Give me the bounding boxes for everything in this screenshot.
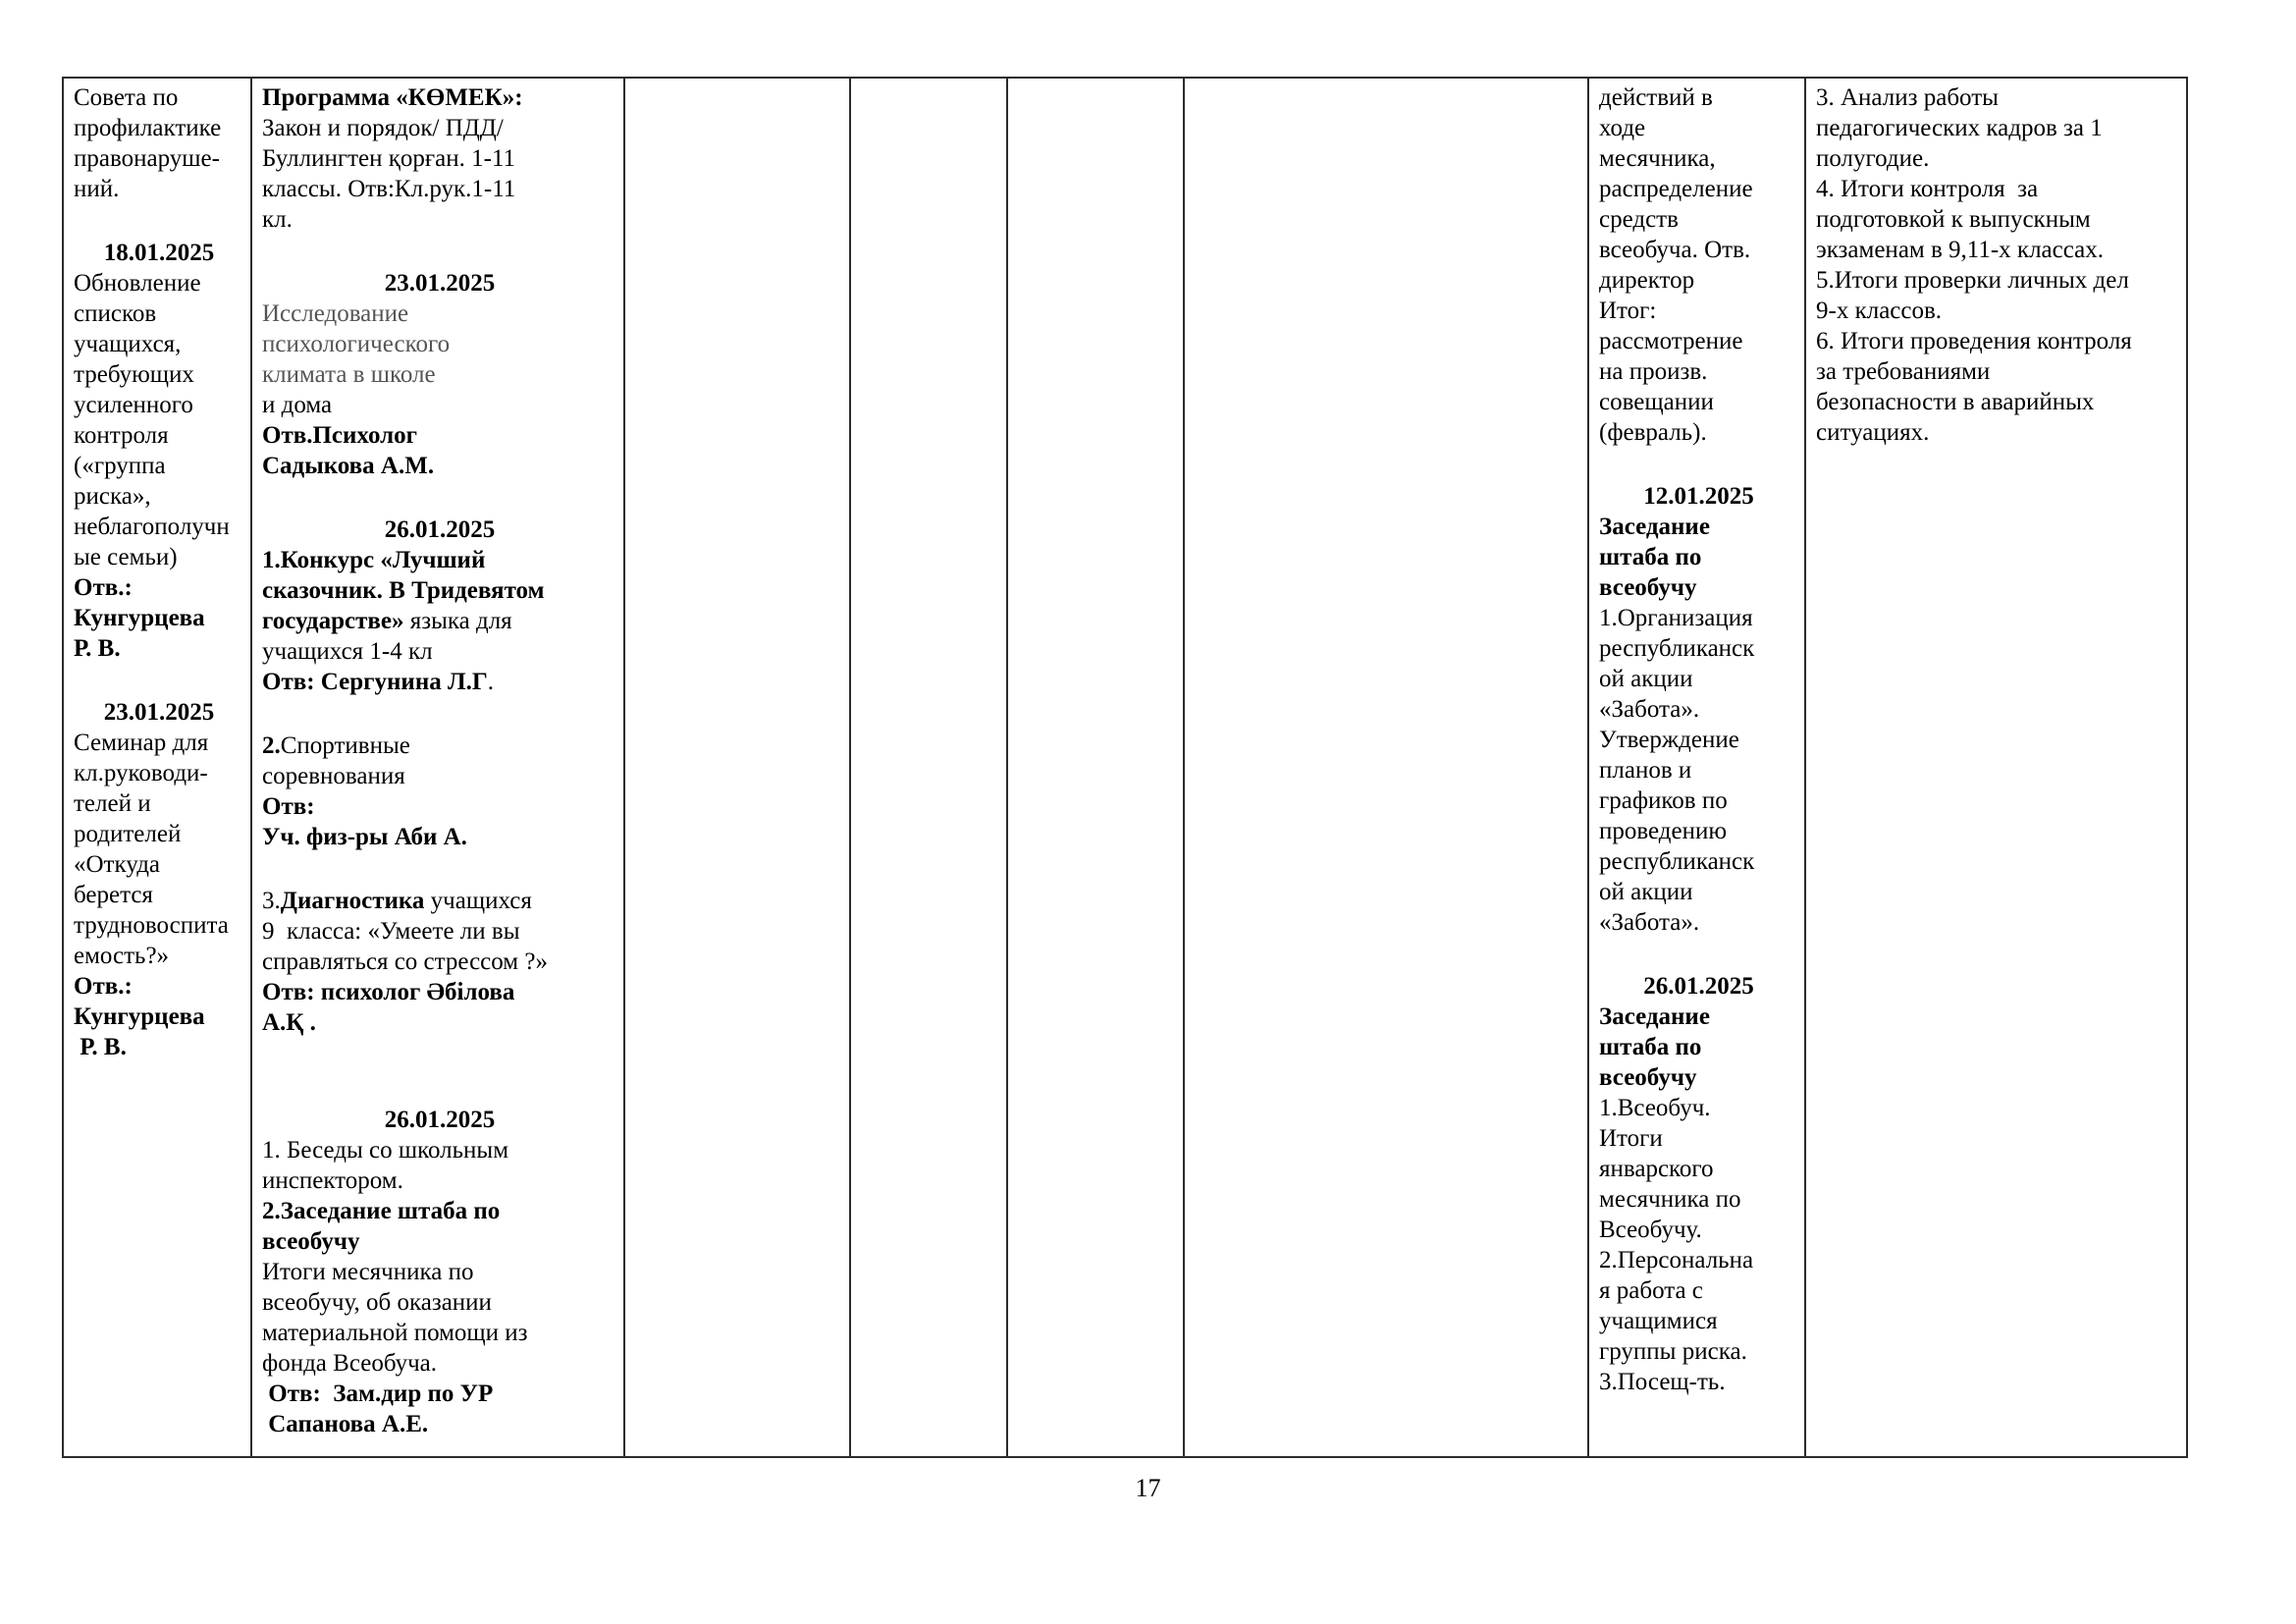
text-run: республиканск: [1599, 635, 1755, 662]
table-cell-4: [851, 79, 1008, 1456]
text-run: Исследование: [262, 300, 409, 327]
text-run: действий в: [1599, 84, 1713, 111]
paragraph: [1599, 1093, 1798, 1245]
text-run: 23.01.2025: [103, 699, 215, 726]
text-run: учащихся 1-4 кл: [262, 638, 433, 665]
table-cell-7: [1589, 79, 1806, 1456]
text-run: «Забота».: [1599, 909, 1700, 936]
paragraph: [1816, 174, 2180, 265]
text-run: 1. Беседы со школьным: [262, 1137, 509, 1164]
text-run: языка для: [403, 608, 512, 634]
text-run: педагогических кадров за 1: [1816, 115, 2103, 141]
blank-line: [262, 481, 617, 514]
text-run: .: [487, 669, 495, 695]
text-run: риска»,: [74, 483, 151, 510]
text-run: классы. Отв:Кл.рук.1-11: [262, 176, 516, 202]
text-run: Итоги: [1599, 1125, 1663, 1152]
text-run: ходе: [1599, 115, 1646, 141]
text-run: контроля: [74, 422, 169, 449]
date-heading: [262, 1105, 617, 1135]
text-run: климата в школе: [262, 361, 436, 388]
text-run: 1.Конкурс «Лучший: [262, 547, 486, 573]
text-run: профилактике: [74, 115, 222, 141]
table-cell-6: [1185, 79, 1589, 1456]
text-run: кл.: [262, 206, 293, 233]
text-run: республиканск: [1599, 848, 1755, 875]
text-run: психологического: [262, 331, 451, 357]
paragraph: [74, 971, 244, 1062]
date-heading: [262, 268, 617, 298]
text-run: всеобучу, об оказании: [262, 1289, 492, 1316]
paragraph: [262, 1257, 617, 1379]
date-heading: [1599, 971, 1798, 1001]
text-run: Итог:: [1599, 298, 1657, 324]
text-run: 6. Итоги проведения контроля: [1816, 328, 2132, 354]
paragraph: [1599, 512, 1798, 603]
text-run: берется: [74, 882, 153, 908]
text-run: учащихся,: [74, 331, 182, 357]
paragraph: [1816, 265, 2180, 326]
text-run: совещании: [1599, 389, 1714, 415]
blank-line: [262, 852, 617, 886]
text-run: всеобуча. Отв.: [1599, 237, 1751, 263]
text-run: Отв:: [262, 793, 315, 820]
text-run: графиков по: [1599, 787, 1728, 814]
paragraph: [1816, 326, 2180, 448]
date-heading: [1599, 481, 1798, 512]
schedule-table: [62, 77, 2188, 1458]
paragraph: [1599, 1367, 1798, 1397]
page-number: 17: [1135, 1474, 1161, 1502]
text-run: подготовкой к выпускным: [1816, 206, 2091, 233]
blank-line: [262, 697, 617, 731]
text-run: А.Қ .: [262, 1009, 316, 1036]
text-run: 9 класса: «Умеете ли вы: [262, 918, 520, 945]
text-run: ситуациях.: [1816, 419, 1930, 446]
text-run: ые семьи): [74, 544, 178, 570]
text-run: неблагополучн: [74, 514, 230, 540]
text-run: экзаменам в 9,11-х классах.: [1816, 237, 2104, 263]
text-run: сказочник. В Тридевятом: [262, 577, 545, 604]
date-heading: [74, 697, 244, 728]
text-run: Отв.:: [74, 973, 133, 1000]
text-run: фонда Всеобуча.: [262, 1350, 438, 1377]
paragraph: [262, 113, 617, 235]
paragraph: [262, 977, 617, 1038]
text-run: трудновоспита: [74, 912, 229, 939]
text-run: (февраль).: [1599, 419, 1707, 446]
text-run: и дома: [262, 392, 333, 418]
paragraph: [262, 1135, 617, 1196]
text-run: 2.: [262, 732, 281, 759]
text-run: Закон и порядок/ ПДД/: [262, 115, 504, 141]
text-run: Отв: Сергунина Л.Г: [262, 669, 488, 695]
paragraph: [74, 82, 244, 204]
blank-line: [1599, 448, 1798, 481]
blank-line: [262, 235, 617, 268]
text-run: рассмотрение: [1599, 328, 1743, 354]
text-run: Утверждение: [1599, 727, 1739, 753]
text-run: Кунгурцева: [74, 1003, 205, 1030]
text-run: 26.01.2025: [384, 516, 496, 543]
paragraph: [262, 731, 617, 791]
text-run: месячника по: [1599, 1186, 1741, 1213]
paragraph: [262, 1379, 617, 1439]
text-run: Диагностика: [280, 888, 425, 914]
text-run: Буллингтен қорған. 1-11: [262, 145, 516, 172]
paragraph: [1599, 603, 1798, 938]
text-run: я работа с: [1599, 1277, 1703, 1304]
text-run: Обновление: [74, 270, 201, 297]
text-run: январского: [1599, 1156, 1714, 1182]
blank-line: [262, 1071, 617, 1105]
paragraph: [262, 886, 617, 977]
text-run: Программа «КӨМЕК»:: [262, 84, 523, 111]
paragraph: [1599, 296, 1798, 448]
paragraph: [1816, 82, 2180, 174]
text-run: 12.01.2025: [1643, 483, 1754, 510]
text-run: родителей: [74, 821, 182, 847]
text-run: ой акции: [1599, 666, 1693, 692]
text-run: усиленного: [74, 392, 193, 418]
text-run: директор: [1599, 267, 1695, 294]
text-run: «Откуда: [74, 851, 161, 878]
text-run: 3.: [262, 888, 281, 914]
table-cell-1: [64, 79, 252, 1456]
text-run: учащихся: [424, 888, 532, 914]
text-run: 9-х классов.: [1816, 298, 1943, 324]
text-run: списков: [74, 300, 157, 327]
text-run: Р. В.: [74, 1034, 127, 1060]
text-run: кл.руководи-: [74, 760, 208, 786]
text-run: правонаруше-: [74, 145, 220, 172]
text-run: 2.Персональна: [1599, 1247, 1754, 1273]
text-run: Уч. физ-ры Аби А.: [262, 824, 467, 850]
text-run: соревнования: [262, 763, 405, 789]
text-run: 26.01.2025: [384, 1107, 496, 1133]
text-run: Кунгурцева: [74, 605, 205, 631]
text-run: распределение: [1599, 176, 1753, 202]
paragraph: [262, 667, 617, 697]
text-run: справляться со стрессом ?»: [262, 948, 548, 975]
text-run: Сапанова А.Е.: [262, 1411, 429, 1437]
paragraph: [1599, 1001, 1798, 1093]
text-run: Садыкова А.М.: [262, 453, 435, 479]
text-run: Итоги месячника по: [262, 1259, 474, 1285]
text-run: месячника,: [1599, 145, 1716, 172]
text-run: Отв.Психолог: [262, 422, 418, 449]
text-run: Всеобучу.: [1599, 1217, 1702, 1243]
text-run: Отв: психолог Әбілова: [262, 979, 515, 1005]
text-run: «Забота».: [1599, 696, 1700, 723]
blank-line: [74, 204, 244, 238]
text-run: средств: [1599, 206, 1679, 233]
text-run: проведению: [1599, 818, 1728, 844]
text-run: полугодие.: [1816, 145, 1930, 172]
paragraph: [262, 298, 617, 420]
text-run: 26.01.2025: [1643, 973, 1754, 1000]
table-cell-5: [1008, 79, 1185, 1456]
blank-line: [1599, 938, 1798, 971]
text-run: на произв.: [1599, 358, 1708, 385]
text-run: 1.Организация: [1599, 605, 1753, 631]
text-run: инспектором.: [262, 1167, 403, 1194]
text-run: 18.01.2025: [103, 240, 215, 266]
paragraph: [74, 572, 244, 664]
blank-line: [262, 1038, 617, 1071]
text-run: телей и: [74, 790, 151, 817]
table-cell-3: [625, 79, 851, 1456]
text-run: Р. В.: [74, 635, 121, 662]
text-run: 23.01.2025: [384, 270, 496, 297]
text-run: Семинар для: [74, 730, 209, 756]
paragraph: [262, 545, 617, 667]
text-run: 4. Итоги контроля за: [1816, 176, 2039, 202]
paragraph: [262, 1196, 617, 1257]
text-run: Совета по: [74, 84, 179, 111]
date-heading: [262, 514, 617, 545]
paragraph: [1599, 82, 1798, 296]
text-run: («группа: [74, 453, 166, 479]
text-run: учащимися: [1599, 1308, 1718, 1334]
text-run: безопасности в аварийных: [1816, 389, 2095, 415]
paragraph: [262, 791, 617, 852]
paragraph: [74, 268, 244, 572]
text-run: Спортивные: [280, 732, 410, 759]
text-run: ой акции: [1599, 879, 1693, 905]
text-run: штаба по: [1599, 544, 1702, 570]
text-run: Отв.:: [74, 574, 133, 601]
text-run: всеобучу: [1599, 574, 1697, 601]
paragraph: [262, 420, 617, 481]
text-run: емость?»: [74, 943, 170, 969]
text-run: Заседание: [1599, 1003, 1710, 1030]
text-run: требующих: [74, 361, 194, 388]
text-run: 3. Анализ работы: [1816, 84, 1999, 111]
text-run: 5.Итоги проверки личных дел: [1816, 267, 2129, 294]
text-run: Отв: Зам.дир по УР: [262, 1380, 494, 1407]
text-run: 1.Всеобуч.: [1599, 1095, 1711, 1121]
text-run: 3.Посещ-ть.: [1599, 1369, 1726, 1395]
paragraph: [74, 728, 244, 971]
text-run: 2.Заседание штаба по: [262, 1198, 501, 1224]
date-heading: [74, 238, 244, 268]
text-run: штаба по: [1599, 1034, 1702, 1060]
text-run: Заседание: [1599, 514, 1710, 540]
text-run: государстве»: [262, 608, 404, 634]
text-run: всеобучу: [1599, 1064, 1697, 1091]
text-run: материальной помощи из: [262, 1320, 528, 1346]
paragraph: [262, 82, 617, 113]
paragraph: [1599, 1245, 1798, 1367]
blank-line: [74, 664, 244, 697]
text-run: всеобучу: [262, 1228, 360, 1255]
table-cell-8: [1806, 79, 2186, 1456]
text-run: планов и: [1599, 757, 1692, 784]
text-run: ний.: [74, 176, 120, 202]
text-run: за требованиями: [1816, 358, 1991, 385]
table-cell-2: [252, 79, 625, 1456]
text-run: группы риска.: [1599, 1338, 1747, 1365]
